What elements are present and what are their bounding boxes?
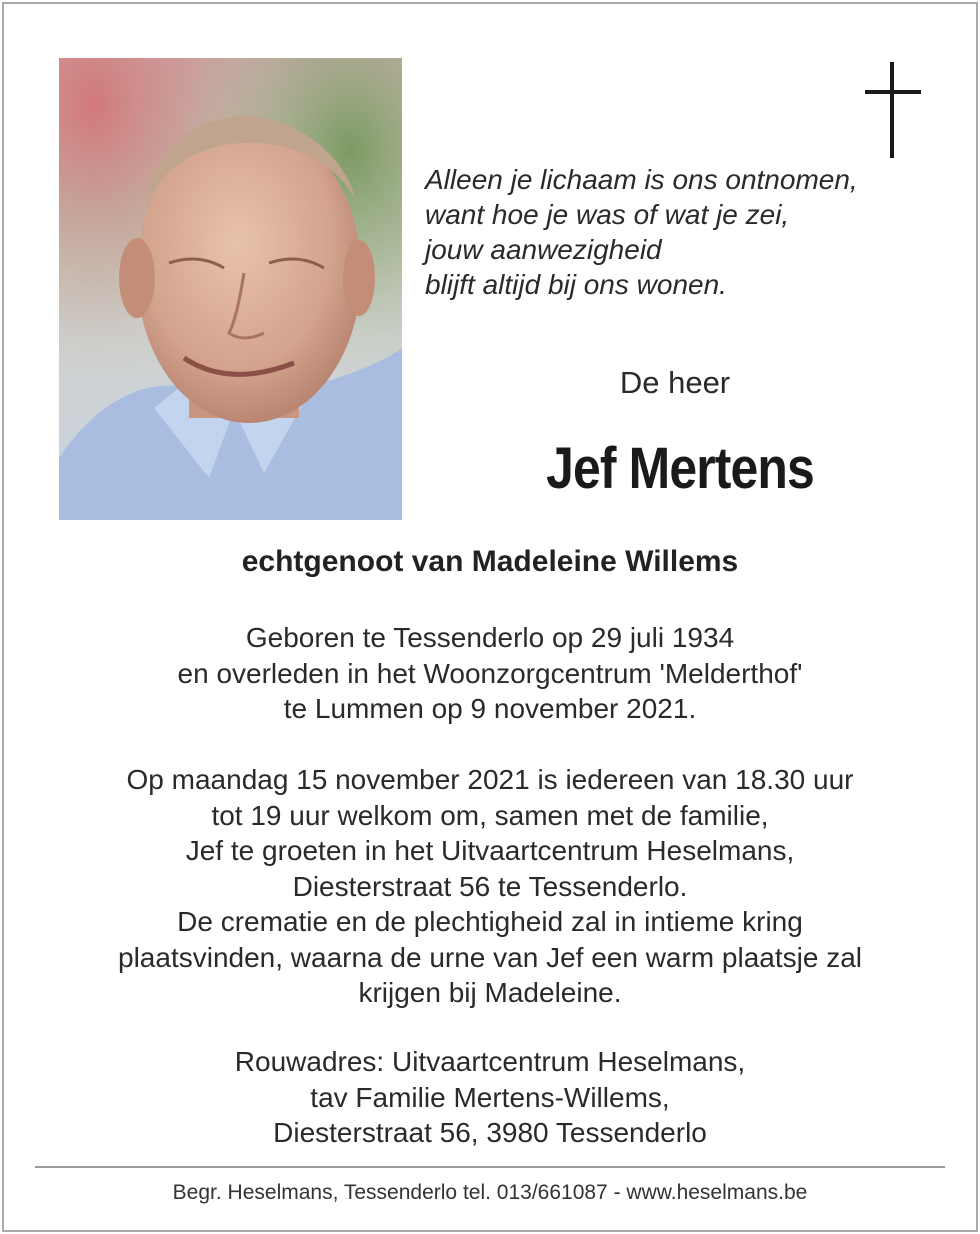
portrait-image <box>59 58 402 520</box>
spouse-line: echtgenoot van Madeleine Willems <box>241 545 739 578</box>
text-line: en overleden in het Woonzorgcentrum 'Melderthof' <box>177 657 803 689</box>
cross-icon <box>863 62 923 160</box>
poem-line: blijft altijd bij ons wonen. <box>425 269 727 300</box>
text-line: Geboren te Tessenderlo op 29 juli 1934 <box>245 622 735 653</box>
footer-divider <box>35 1166 945 1168</box>
portrait-photo <box>59 58 402 520</box>
footer-funeral-home: Begr. Heselmans, Tessenderlo tel. 013/661087 - www.heselmans.be <box>172 1181 808 1204</box>
text-line: Rouwadres: Uitvaartcentrum Heselmans, <box>234 1046 746 1077</box>
honorific: De heer <box>619 365 731 400</box>
text-line: tav Familie Mertens-Willems, <box>310 1081 670 1113</box>
text-line: tot 19 uur welkom om, samen met de familie, <box>211 799 769 831</box>
deceased-name: Jef Mertens <box>546 436 814 501</box>
address-paragraph <box>0 1044 980 1151</box>
text-line: De crematie en de plechtigheid zal in intieme kring <box>177 906 803 937</box>
ceremony-paragraph <box>0 762 980 1011</box>
poem-line: jouw aanwezigheid <box>425 234 662 265</box>
text-line: te Lummen op 9 november 2021. <box>283 693 697 724</box>
poem-line: want hoe je was of wat je zei, <box>425 199 790 230</box>
memorial-poem <box>425 162 945 302</box>
text-line: Diesterstraat 56 te Tessenderlo. <box>292 870 688 902</box>
text-line: Jef te groeten in het Uitvaartcentrum Heselmans, <box>185 835 795 866</box>
text-line: plaatsvinden, waarna de urne van Jef een warm plaatsje zal <box>118 941 862 973</box>
text-line: krijgen bij Madeleine. <box>358 977 622 1008</box>
text-line: Op maandag 15 november 2021 is iedereen van 18.30 uur <box>126 764 854 795</box>
poem-line: Alleen je lichaam is ons ontnomen, <box>425 164 858 195</box>
birth-death-paragraph <box>0 620 980 727</box>
text-line: Diesterstraat 56, 3980 Tessenderlo <box>273 1117 707 1148</box>
